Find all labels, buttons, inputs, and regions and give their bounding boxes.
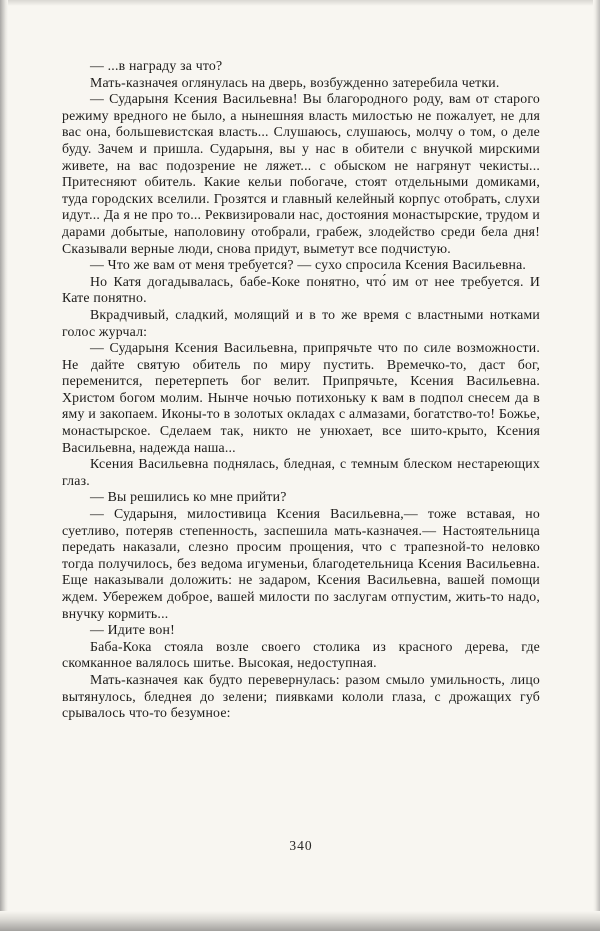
scan-edge-bottom — [0, 911, 600, 931]
paragraph: Мать-казначея как будто перевернулась: разом смыло умильность, лицо вытянулось, бледнея до зелени; пиявками кололи глаза, с дрожащих губ срывалось что-то безумное: — [62, 671, 540, 721]
scan-edge-left — [0, 0, 8, 931]
paragraph: — Идите вон! — [90, 622, 175, 638]
paragraph: Ксения Васильевна поднялась, бледная, с темным блеском нестареющих глаз. — [62, 456, 540, 488]
paragraph: — Сударыня, милостивица Ксения Васильевна,— тоже вставая, но суетливо, потеряв степенность, заспешила мать-казначея.— Настоятельница передать наказали, слезно просим прощения, что с трапезной-то неловко тогда получилось, без ведома игуменьи, благодетельница Ксения Васильевна. Еще наказывали доложить: не задаром, Ксения Васильевна, вашей помощи ждем. Убережем доброе, вашей милости по заслугам отпустим, жить-то надо, внучку кормить... — [62, 506, 540, 621]
paragraph: — Сударыня Ксения Васильевна, припрячьте что по силе возможности. Не дайте святую обитель по миру пустить. Времечко-то, даст бог, переменится, перетерпеть бог велит. Припрячьте, Ксения Васильевна. Христом богом молим. Нынче ночью потихоньку к вам в подпол снесем да в яму и закопаем. Иконы-то в золотых окладах с алмазами, богатство-то! Божье, монастырское. Сделаем так, никто не унюхает, все шито-крыто, Ксения Васильевна, надежда наша... — [62, 340, 540, 455]
paragraph: Вкрадчивый, сладкий, молящий и в то же время с властными нотками голос журчал: — [62, 306, 540, 339]
paragraph: — Вы решились ко мне прийти? — [90, 489, 287, 505]
paragraph: Баба-Кока стояла возле своего столика из красного дерева, где скомканное валялось шитье. Высокая, недоступная. — [62, 638, 540, 671]
paragraph: — Сударыня Ксения Васильевна! Вы благородного роду, вам от старого режиму вредного не было, а нынешняя власть милостью не пожалует, не для вас она, большевистская власть... Слушаюсь, слушаюсь, молчу о том, о деле буду. Зачем и пришла. Сударыня, вы у нас в обители с внучкой мирскими живете, на вас подозрение не ляжет... с обыском не нагрянут чекисты... Притесняют обитель. Какие кельи побогаче, стоят отдельными домиками, туда городских вселили. Грозятся и главный келейный корпус отобрать, слухи идут... Да я не про то... Реквизировали нас, достояния монастырские, трудом и дарами добытые, наполовину отобрали, грабеж, злодейство среди бела дня! Сказывали верные люди, снова придут, выметут все подчистую. — [62, 91, 540, 256]
page-text — [62, 58, 540, 722]
page-number: 340 — [289, 838, 313, 853]
scan-edge-right — [593, 0, 600, 931]
paragraph: Но Катя догадывалась, бабе-Коке понятно, что́ им от нее требуется. И Кате понятно. — [62, 273, 540, 306]
paragraph: — ...в награду за что? — [90, 58, 223, 73]
paragraph: Мать-казначея оглянулась на дверь, возбужденно затеребила четки. — [90, 74, 500, 90]
paragraph: — Что же вам от меня требуется? — сухо спросила Ксения Васильевна. — [90, 257, 527, 273]
scan-edge-top — [0, 0, 600, 6]
